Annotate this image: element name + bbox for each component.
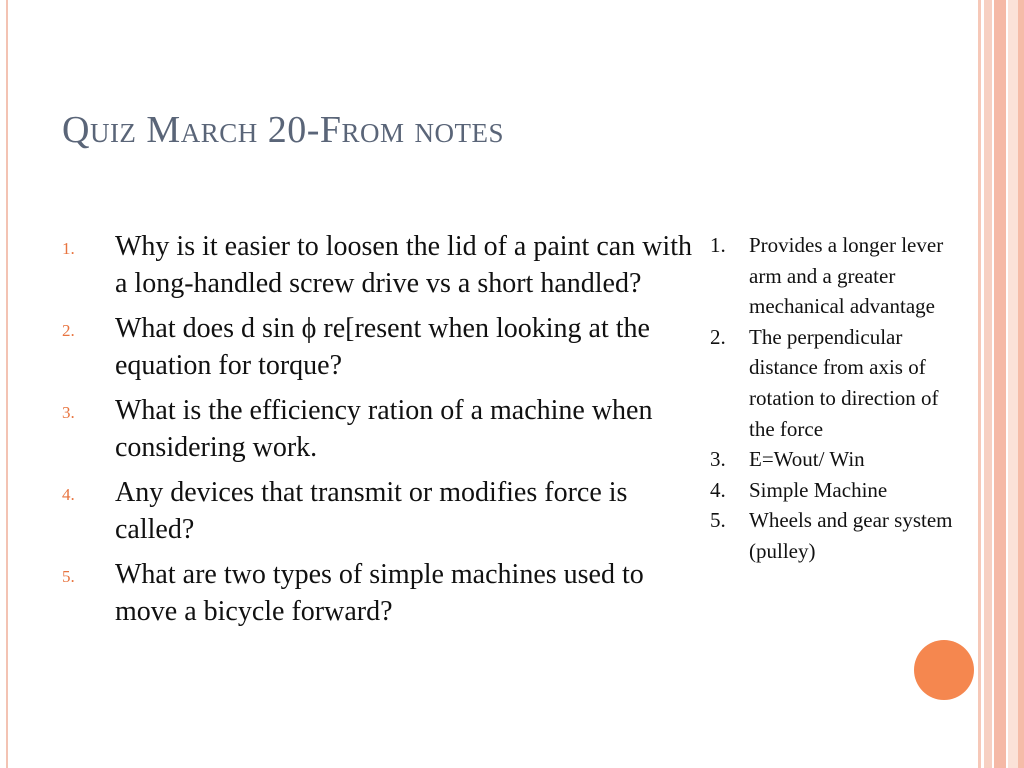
answer-item (710, 475, 968, 506)
answer-item (710, 505, 968, 566)
question-text: What does d sin ϕ re[resent when looking at the equation for torque? (115, 313, 650, 381)
right-stripe (984, 0, 992, 768)
right-stripe (978, 0, 981, 768)
question-text: Any devices that transmit or modifies force is called? (115, 477, 628, 545)
question-item (62, 474, 702, 548)
answer-number: 4. (710, 477, 726, 502)
answer-text: The perpendicular distance from axis of rotation to direction of the force (749, 324, 939, 441)
answer-text: E=Wout/ Win (749, 447, 865, 472)
answer-number: 5. (710, 508, 726, 533)
question-number: 1. (62, 239, 75, 258)
question-number: 2. (62, 321, 75, 340)
answer-text: Wheels and gear system (pulley) (749, 508, 953, 563)
answer-text: Provides a longer lever arm and a greater mechanical advantage (749, 233, 944, 319)
answer-text: Simple Machine (749, 477, 888, 502)
question-item (62, 556, 702, 630)
answer-number: 2. (710, 324, 726, 349)
question-text: What are two types of simple machines used to move a bicycle forward? (115, 559, 644, 627)
question-number: 3. (62, 403, 75, 422)
answer-item (710, 322, 968, 444)
right-stripe (994, 0, 1006, 768)
left-border-rule (6, 0, 8, 768)
question-item (62, 392, 702, 466)
question-text: What is the efficiency ration of a machine when considering work. (115, 395, 653, 463)
question-text: Why is it easier to loosen the lid of a paint can with a long-handled screw drive vs a short handled? (115, 231, 692, 299)
question-number: 4. (62, 485, 75, 504)
question-list (62, 228, 702, 638)
answer-list (710, 230, 968, 567)
right-stripe (1018, 0, 1024, 768)
slide-title: Quiz March 20-From notes (62, 109, 505, 151)
question-item (62, 228, 702, 302)
question-number: 5. (62, 567, 75, 586)
answer-item (710, 230, 968, 322)
question-item (62, 310, 702, 384)
answer-number: 1. (710, 233, 726, 257)
decorative-circle (914, 640, 974, 700)
answer-item (710, 444, 968, 475)
answer-number: 3. (710, 447, 726, 472)
